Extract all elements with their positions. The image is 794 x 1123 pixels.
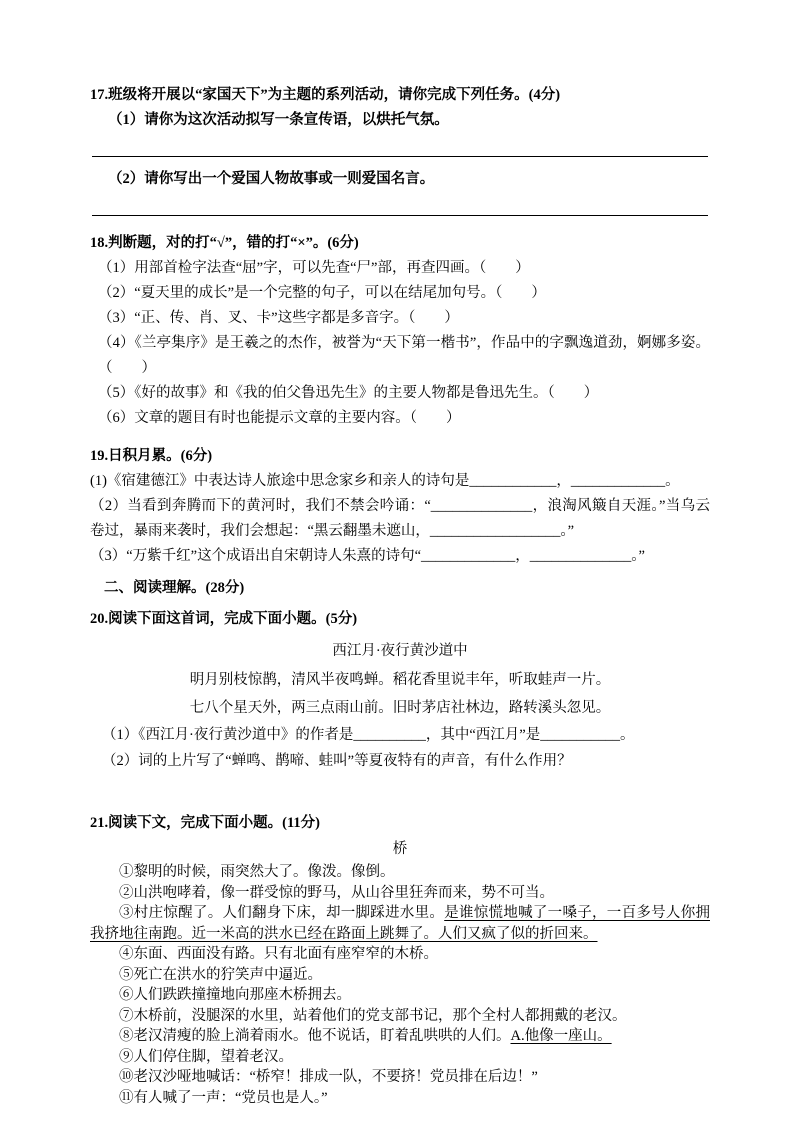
passage-para-2: ②山洪咆哮着，像一群受惊的野马，从山谷里狂奔而来，势不可当。 bbox=[119, 884, 554, 901]
passage-para-11: ⑪有人喊了一声：“党员也是人。” bbox=[119, 1089, 328, 1106]
passage-para-8 bbox=[90, 1026, 710, 1047]
passage-para-1: ①黎明的时候，雨突然大了。像泼。像倒。 bbox=[119, 864, 395, 880]
q20-item-1: （1）《西江月·夜行黄沙道中》的作者是__________，其中“西江月”是___________。 bbox=[102, 727, 635, 743]
answer-line bbox=[92, 135, 708, 157]
q19-item-3: （3）“万紫千红”这个成语出自宋朝诗人朱熹的诗句“_____________，______________。” bbox=[90, 548, 645, 564]
question-21 bbox=[90, 810, 710, 1108]
passage-title: 桥 bbox=[392, 841, 408, 857]
passage-para-7: ⑦木桥前，没腿深的水里，站着他们的党支部书记，那个全村人都拥戴的老汉。 bbox=[119, 1007, 627, 1024]
q18-item-5: （5）《好的故事》和《我的伯父鲁迅先生》的主要人物都是鲁迅先生。（ ） bbox=[98, 385, 599, 401]
para8-underlined-sentence-a: A.他像一座山。 bbox=[510, 1028, 612, 1044]
q20-title: 20.阅读下面这首词，完成下面小题。(5分) bbox=[90, 611, 358, 627]
passage-para-9: ⑨人们停住脚，望着老汉。 bbox=[119, 1048, 293, 1065]
para3-underlined-text: 是谁惊慌地喊了一嗓子，一百多号人你拥我挤地往南跑。近一米高的洪水已经在路面上跳舞了。人们又疯了似的折回来。 bbox=[90, 905, 710, 942]
passage-para-10: ⑩老汉沙哑地喊话：“桥窄！排成一队，不要挤！党员排在后边！” bbox=[119, 1069, 538, 1085]
q19-title: 19.日积月累。(6分) bbox=[90, 448, 213, 464]
question-17 bbox=[90, 82, 710, 216]
para8-text: ⑧老汉清瘦的脸上淌着雨水。他不说话，盯着乱哄哄的人们。 bbox=[119, 1028, 511, 1044]
passage-para-3 bbox=[90, 903, 710, 944]
poem-line-2: 七八个星天外，两三点雨山前。旧时茅店社林边，路转溪头忽见。 bbox=[189, 700, 611, 716]
passage-para-4: ④东面、西面没有路。只有北面有座窄窄的木桥。 bbox=[119, 946, 438, 962]
para3-text: ③村庄惊醒了。人们翻身下床，却一脚踩进水里。 bbox=[119, 905, 445, 921]
answer-space bbox=[90, 774, 710, 804]
q20-item-2: （2）词的上片写了“蝉鸣、鹊啼、蛙叫”等夏夜特有的声音，有什么作用？ bbox=[102, 753, 572, 769]
question-18 bbox=[90, 230, 710, 431]
answer-line bbox=[92, 194, 708, 216]
passage-para-5: ⑤死亡在洪水的狞笑声中逼近。 bbox=[119, 966, 322, 983]
q19-item-1: (1)《宿建德江》中表达诗人旅途中思念家乡和亲人的诗句是____________，_____________。 bbox=[90, 473, 680, 489]
q17-item-2: （2）请你写出一个爱国人物故事或一则爱国名言。 bbox=[108, 171, 435, 187]
q18-title: 18.判断题，对的打“√”，错的打“×”。(6分) bbox=[90, 235, 359, 251]
q17-title: 17.班级将开展以“家国天下”为主题的系列活动，请你完成下列任务。(4分) bbox=[90, 87, 561, 103]
q18-item-1: （1）用部首检字法查“屈”字，可以先查“尸”部，再查四画。（ ） bbox=[98, 260, 530, 276]
poem-title: 西江月·夜行黄沙道中 bbox=[332, 643, 468, 659]
q18-item-3: （3）“正、传、肖、叉、卡”这些字都是多音字。（ ） bbox=[98, 310, 459, 326]
question-19 bbox=[90, 443, 710, 569]
q18-item-6: （6）文章的题目有时也能提示文章的主要内容。（ ） bbox=[98, 410, 461, 426]
q18-item-4: （4）《兰亭集序》是王羲之的杰作，被誉为“天下第一楷书”，作品中的字飘逸道劲，婀娜多姿。（ ） bbox=[98, 335, 710, 376]
q18-item-2: （2）“夏天里的成长”是一个完整的句子，可以在结尾加句号。（ ） bbox=[98, 285, 546, 301]
q21-title: 21.阅读下文，完成下面小题。(11分) bbox=[90, 815, 320, 831]
q19-item-2: （2）当看到奔腾而下的黄河时，我们不禁会吟诵：“______________，浪淘风簸自天涯。”当乌云卷过，暴雨来袭时，我们会想起：“黑云翻墨未遮山，__________________。” bbox=[90, 498, 710, 539]
passage-para-6: ⑥人们跌跌撞撞地向那座木桥拥去。 bbox=[119, 987, 351, 1003]
q17-item-1: （1）请你为这次活动拟写一条宣传语，以烘托气氛。 bbox=[108, 112, 449, 128]
section-2-heading: 二、阅读理解。(28分) bbox=[104, 580, 245, 596]
poem-line-1: 明月别枝惊鹊，清风半夜鸣蝉。稻花香里说丰年，听取蛙声一片。 bbox=[189, 672, 611, 688]
question-20 bbox=[90, 606, 710, 804]
